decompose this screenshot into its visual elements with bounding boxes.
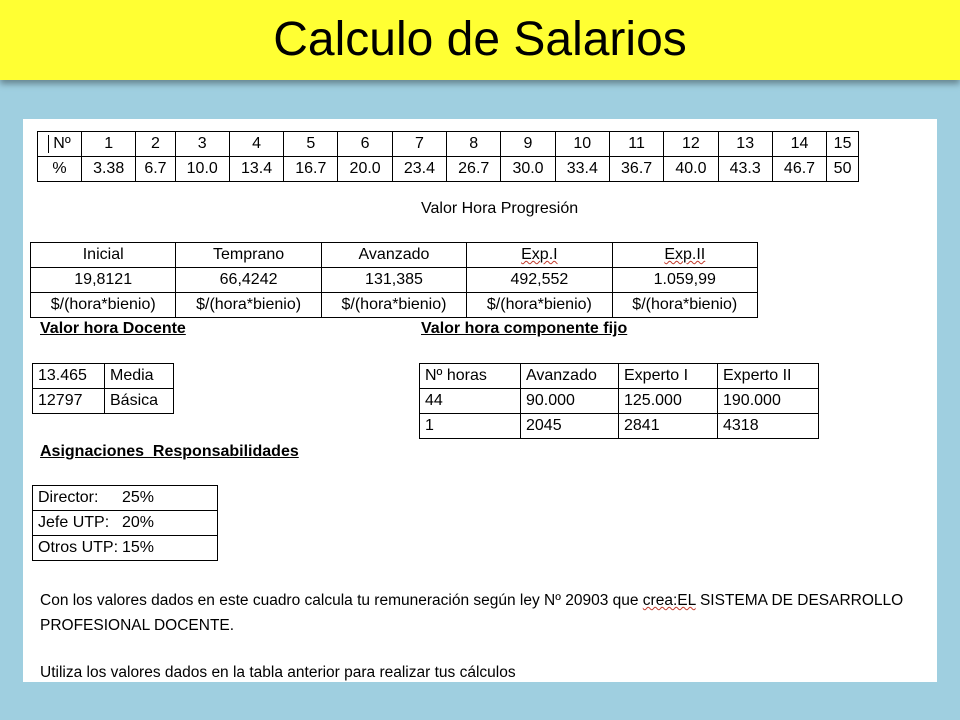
docente-cell: Media [105, 364, 174, 389]
componente-fijo-header-cell: Experto I [619, 364, 718, 389]
progression-header-cell: Exp.II [612, 243, 757, 268]
percent-table [37, 131, 859, 182]
percent-value-row [38, 157, 859, 182]
progression-value-cell: 66,4242 [176, 268, 321, 293]
percent-value-cell: 33.4 [555, 157, 609, 182]
percent-header-cell: 6 [338, 132, 392, 157]
docente-cell: 12797 [33, 389, 105, 414]
componente-fijo-header-row [420, 364, 819, 389]
docente-row [33, 389, 174, 414]
instruction-paragraph: Con los valores dados en este cuadro calcula tu remuneración según ley Nº 20903 que crea:EL SISTEMA DE DESARROLLO PROFESIONAL DOCENTE. [40, 592, 904, 634]
componente-fijo-header-cell: Experto II [718, 364, 819, 389]
progression-caption: Valor Hora Progresión [421, 200, 579, 217]
componente-fijo-cell: 2841 [619, 414, 718, 439]
percent-header-cell: 10 [555, 132, 609, 157]
asignaciones-table [32, 485, 218, 561]
asignacion-cell [33, 536, 218, 561]
componente-fijo-cell: 125.000 [619, 389, 718, 414]
text-cursor [48, 135, 49, 153]
percent-header-cell: 8 [447, 132, 501, 157]
document-image [23, 119, 937, 682]
progression-value-cell: 19,8121 [31, 268, 176, 293]
asignacion-label: Director: [38, 489, 99, 506]
componente-fijo-table [419, 363, 819, 439]
percent-header-cell: 11 [609, 132, 663, 157]
asignacion-cell [33, 486, 218, 511]
docente-row [33, 364, 174, 389]
progression-header-cell: Temprano [176, 243, 321, 268]
progression-unit-cell: $/(hora*bienio) [176, 293, 321, 318]
percent-value-cell: 40.0 [664, 157, 718, 182]
progression-unit-cell: $/(hora*bienio) [467, 293, 612, 318]
asignacion-label: Jefe UTP: [38, 514, 110, 531]
progression-header-row [31, 243, 758, 268]
percent-value-cell: 20.0 [338, 157, 392, 182]
percent-header-cell: Nº [38, 132, 82, 157]
progression-table [30, 242, 758, 318]
percent-header-cell: 5 [284, 132, 338, 157]
percent-header-cell: 7 [392, 132, 446, 157]
percent-value-cell: 36.7 [609, 157, 663, 182]
progression-header-cell: Exp.I [467, 243, 612, 268]
percent-value-cell: 10.0 [175, 157, 229, 182]
percent-header-cell: 13 [718, 132, 772, 157]
componente-fijo-header-cell: Avanzado [521, 364, 619, 389]
progression-unit-row [31, 293, 758, 318]
percent-value-cell: 46.7 [772, 157, 826, 182]
progression-unit-cell: $/(hora*bienio) [612, 293, 757, 318]
percent-header-cell: 14 [772, 132, 826, 157]
asignacion-label: Otros UTP: [38, 539, 119, 556]
asignacion-value: 15% [122, 539, 155, 556]
componente-fijo-cell: 90.000 [521, 389, 619, 414]
title-bar [0, 0, 960, 80]
percent-value-cell: 16.7 [284, 157, 338, 182]
componente-fijo-cell: 44 [420, 389, 521, 414]
percent-header-row [38, 132, 859, 157]
componente-fijo-cell: 4318 [718, 414, 819, 439]
progression-unit-cell: $/(hora*bienio) [31, 293, 176, 318]
percent-value-cell: 23.4 [392, 157, 446, 182]
percent-value-cell: 43.3 [718, 157, 772, 182]
progression-unit-cell: $/(hora*bienio) [321, 293, 466, 318]
componente-fijo-row [420, 414, 819, 439]
asignacion-row [33, 486, 218, 511]
docente-table [32, 363, 174, 414]
percent-header-cell: 1 [82, 132, 136, 157]
componente-fijo-header-cell: Nº horas [420, 364, 521, 389]
asignacion-cell [33, 511, 218, 536]
progression-header-cell: Avanzado [321, 243, 466, 268]
asignacion-row [33, 511, 218, 536]
percent-value-cell: 6.7 [136, 157, 175, 182]
percent-header-cell: 12 [664, 132, 718, 157]
percent-header-cell: 15 [827, 132, 859, 157]
componente-fijo-cell: 1 [420, 414, 521, 439]
progression-value-row [31, 268, 758, 293]
percent-value-cell: 50 [827, 157, 859, 182]
componente-fijo-row [420, 389, 819, 414]
asignaciones-caption: Asignaciones Responsabilidades [40, 443, 299, 460]
docente-cell: Básica [105, 389, 174, 414]
asignacion-value: 20% [122, 514, 155, 531]
docente-cell: 13.465 [33, 364, 105, 389]
asignacion-value: 25% [122, 489, 155, 506]
percent-header-cell: 9 [501, 132, 555, 157]
instruction-note: Utiliza los valores dados en la tabla anterior para realizar tus cálculos [40, 664, 516, 681]
percent-value-cell: 30.0 [501, 157, 555, 182]
docente-caption: Valor hora Docente [40, 320, 186, 337]
componente-fijo-cell: 2045 [521, 414, 619, 439]
progression-value-cell: 1.059,99 [612, 268, 757, 293]
percent-header-cell: 2 [136, 132, 175, 157]
percent-value-cell: 13.4 [229, 157, 283, 182]
percent-header-cell: 3 [175, 132, 229, 157]
percent-value-cell: % [38, 157, 82, 182]
percent-header-cell: 4 [229, 132, 283, 157]
asignacion-row [33, 536, 218, 561]
progression-value-cell: 492,552 [467, 268, 612, 293]
percent-value-cell: 3.38 [82, 157, 136, 182]
progression-value-cell: 131,385 [321, 268, 466, 293]
slide-title: Calculo de Salarios [273, 13, 687, 66]
componente-fijo-caption: Valor hora componente fijo [421, 320, 628, 337]
componente-fijo-cell: 190.000 [718, 389, 819, 414]
progression-header-cell: Inicial [31, 243, 176, 268]
percent-value-cell: 26.7 [447, 157, 501, 182]
